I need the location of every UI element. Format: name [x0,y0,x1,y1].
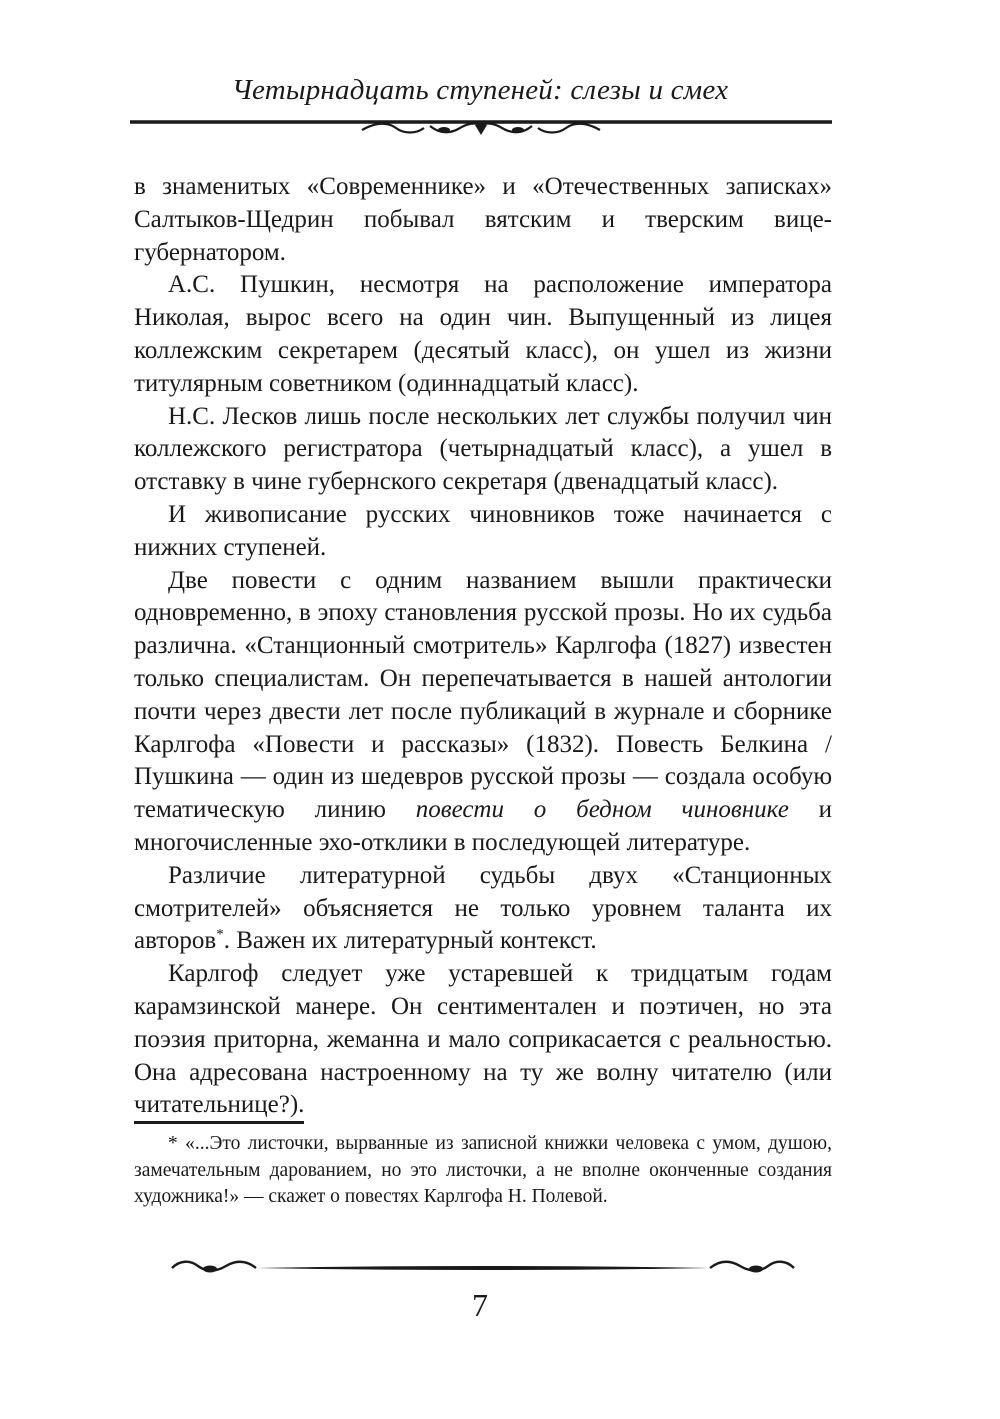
paragraph-6-text-b: . Важен их литературный контекст. [223,927,597,955]
footnote-separator [134,1121,304,1124]
footnote [134,1131,832,1211]
paragraph-7: Карлгоф следует уже устаревшей к тридцатым годам карамзинской манере. Он сентиментален и поэтичен, но эта поэзия приторна, жеманна и мало соприкасается с реальностью. Она адресована настроенному на ту же волну читателю (или читательнице?). [134,960,832,1119]
footnote-text: * «...Это листочки, вырванные из записной книжки человека с умом, душою, замечательным дарованием, но это листочки, а не вполне оконченные создания художника!» — скажет о повестях Карлгофа Н. Полевой. [134,1133,832,1207]
paragraph-5-italic-term: повести о бедном чиновнике [415,796,789,824]
paragraph-1: в знаменитых «Современнике» и «Отечественных записках» Салтыков-Щедрин побывал вятским и тверским вице-губернатором. [134,173,832,266]
paragraph-4: И живописание русских чиновников тоже начинается с нижних ступеней. [134,500,832,561]
paragraph-3: Н.С. Лесков лишь после нескольких лет службы получил чин коллежского регистратора (четырнадцатый класс), а ушел в отставку в чине губернского секретаря (двенадцатый класс). [134,402,832,496]
paragraph-2: А.С. Пушкин, несмотря на расположение императора Николая, вырос всего на один чин. Выпущенный из лицея коллежским секретарем (десятый класс), он ушел из жизни титулярным советником (одиннадцатый класс). [134,271,832,397]
main-text-block [134,171,832,1122]
footnote-reference-mark[interactable]: * [216,927,224,943]
paragraph-5-text-b: и многочисленные эхо-отклики в последующей литературе. [134,796,832,856]
paragraph-5 [134,565,832,860]
paragraph-6 [134,860,832,958]
header-ornament-rule [130,116,832,140]
paragraph-5-text-a: Две повести с одним названием вышли практически одновременно, в эпоху становления русской прозы. Но их судьба различна. «Станционный смотритель» Карлгофа (1827) известен только специалистам. Он перепечатывается в нашей антологии почти через двести лет после публикаций в журнале и сборнике Карлгофа «Повести и рассказы» (1832). Повесть Белкина / Пушкина — один из шедевров русской прозы — создала особую тематическую линию [134,566,832,824]
paragraph-6-text-a: Различие литературной судьбы двух «Станционных смотрителей» объясняется не только уровнем таланта их авторов [134,861,832,955]
page-number: 7 [472,1287,488,1323]
running-head-title: Четырнадцать ступеней: слезы и смех [231,74,729,106]
footer-ornament-rule [170,1256,796,1278]
